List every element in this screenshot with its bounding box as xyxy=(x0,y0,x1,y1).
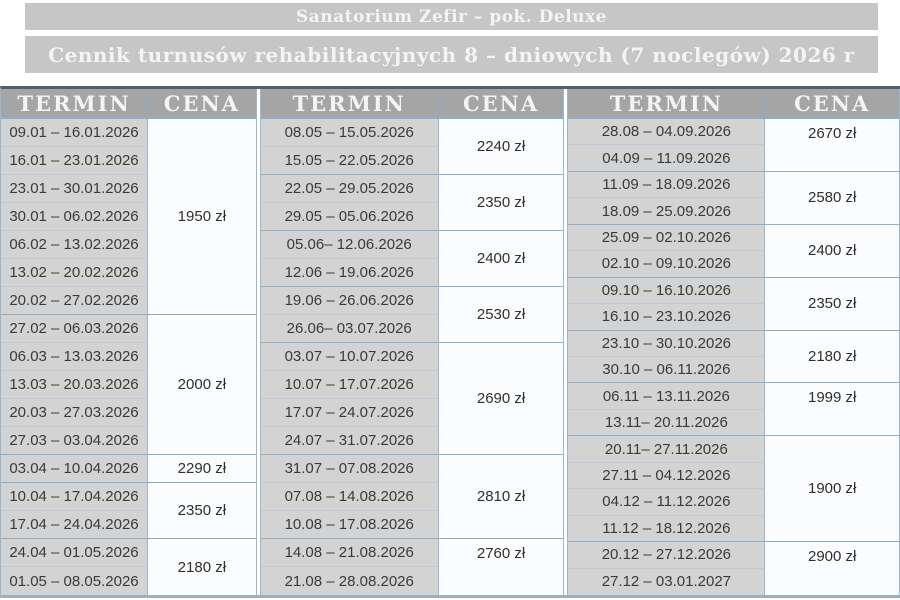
termin-cell: 09.01 – 16.01.2026 xyxy=(1,119,148,147)
termin-cell: 30.10 – 06.11.2026 xyxy=(568,357,765,383)
cena-header: CENA xyxy=(148,89,256,119)
termin-cell: 10.08 – 17.08.2026 xyxy=(261,511,439,539)
termin-cell: 10.07 – 17.07.2026 xyxy=(261,371,439,399)
price-cell: 2240 zł xyxy=(439,119,564,175)
termin-cell: 23.01 – 30.01.2026 xyxy=(1,175,148,203)
price-cell: 2000 zł xyxy=(148,315,256,455)
termin-cell: 11.12 – 18.12.2026 xyxy=(568,516,765,542)
termin-cell: 06.02 – 13.02.2026 xyxy=(1,231,148,259)
price-cell: 2400 zł xyxy=(439,231,564,287)
termin-cell: 23.10 – 30.10.2026 xyxy=(568,331,765,357)
title-area xyxy=(0,0,900,73)
price-cell: 2290 zł xyxy=(148,455,256,483)
title-pricelist: Cennik turnusów rehabilitacyjnych 8 – dniowych (7 noclegów) 2026 r xyxy=(25,36,878,73)
cena-header: CENA xyxy=(765,89,899,119)
price-cell: 2350 zł xyxy=(765,278,899,331)
termin-cell: 16.01 – 23.01.2026 xyxy=(1,147,148,175)
price-cell: 2900 zł xyxy=(765,542,899,595)
termin-cell: 03.04 – 10.04.2026 xyxy=(1,455,148,483)
price-cell: 1950 zł xyxy=(148,119,256,315)
price-cell: 2180 zł xyxy=(765,331,899,384)
termin-cell: 29.05 – 05.06.2026 xyxy=(261,203,439,231)
price-cell: 2810 zł xyxy=(439,455,564,539)
price-cell: 2760 zł xyxy=(439,539,564,595)
termin-cell: 18.09 – 25.09.2026 xyxy=(568,198,765,224)
price-cell: 2670 zł xyxy=(765,119,899,172)
termin-cell: 27.03 – 03.04.2026 xyxy=(1,427,148,455)
price-cell: 2180 zł xyxy=(148,539,256,595)
termin-cell: 14.08 – 21.08.2026 xyxy=(261,539,439,567)
termin-cell: 11.09 – 18.09.2026 xyxy=(568,172,765,198)
price-cell: 2350 zł xyxy=(439,175,564,231)
termin-cell: 04.09 – 11.09.2026 xyxy=(568,145,765,171)
cena-header: CENA xyxy=(439,89,564,119)
termin-header: TERMIN xyxy=(261,89,439,119)
termin-cell: 16.10 – 23.10.2026 xyxy=(568,304,765,330)
termin-cell: 27.11 – 04.12.2026 xyxy=(568,463,765,489)
termin-cell: 13.02 – 20.02.2026 xyxy=(1,259,148,287)
termin-cell: 09.10 – 16.10.2026 xyxy=(568,278,765,304)
price-cell: 2580 zł xyxy=(765,172,899,225)
termin-cell: 27.12 – 03.01.2027 xyxy=(568,569,765,595)
termin-cell: 13.11– 20.11.2026 xyxy=(568,410,765,436)
termin-cell: 21.08 – 28.08.2026 xyxy=(261,567,439,595)
termin-header: TERMIN xyxy=(568,89,765,119)
termin-cell: 02.10 – 09.10.2026 xyxy=(568,251,765,277)
termin-cell: 08.05 – 15.05.2026 xyxy=(261,119,439,147)
termin-cell: 20.12 – 27.12.2026 xyxy=(568,542,765,568)
termin-cell: 27.02 – 06.03.2026 xyxy=(1,315,148,343)
termin-cell: 17.07 – 24.07.2026 xyxy=(261,399,439,427)
termin-cell: 15.05 – 22.05.2026 xyxy=(261,147,439,175)
termin-header: TERMIN xyxy=(1,89,148,119)
termin-cell: 03.07 – 10.07.2026 xyxy=(261,343,439,371)
subtable-3 xyxy=(567,89,900,595)
termin-cell: 31.07 – 07.08.2026 xyxy=(261,455,439,483)
termin-cell: 06.03 – 13.03.2026 xyxy=(1,343,148,371)
termin-cell: 12.06 – 19.06.2026 xyxy=(261,259,439,287)
termin-cell: 24.04 – 01.05.2026 xyxy=(1,539,148,567)
termin-cell: 17.04 – 24.04.2026 xyxy=(1,511,148,539)
subtable-1 xyxy=(1,89,257,595)
price-cell: 1999 zł xyxy=(765,383,899,436)
termin-cell: 22.05 – 29.05.2026 xyxy=(261,175,439,203)
termin-cell: 24.07 – 31.07.2026 xyxy=(261,427,439,455)
termin-cell: 20.02 – 27.02.2026 xyxy=(1,287,148,315)
price-table xyxy=(0,86,900,598)
termin-cell: 10.04 – 17.04.2026 xyxy=(1,483,148,511)
subtable-2 xyxy=(260,89,565,595)
termin-cell: 28.08 – 04.09.2026 xyxy=(568,119,765,145)
termin-cell: 19.06 – 26.06.2026 xyxy=(261,287,439,315)
price-cell: 2530 zł xyxy=(439,287,564,343)
termin-cell: 26.06– 03.07.2026 xyxy=(261,315,439,343)
price-cell: 2690 zł xyxy=(439,343,564,455)
termin-cell: 07.08 – 14.08.2026 xyxy=(261,483,439,511)
title-room: Sanatorium Zefir – pok. Deluxe xyxy=(25,3,878,30)
termin-cell: 20.03 – 27.03.2026 xyxy=(1,399,148,427)
price-cell: 2400 zł xyxy=(765,225,899,278)
price-cell: 2350 zł xyxy=(148,483,256,539)
termin-cell: 30.01 – 06.02.2026 xyxy=(1,203,148,231)
termin-cell: 25.09 – 02.10.2026 xyxy=(568,225,765,251)
termin-cell: 05.06– 12.06.2026 xyxy=(261,231,439,259)
termin-cell: 04.12 – 11.12.2026 xyxy=(568,489,765,515)
termin-cell: 13.03 – 20.03.2026 xyxy=(1,371,148,399)
termin-cell: 06.11 – 13.11.2026 xyxy=(568,383,765,409)
price-cell: 1900 zł xyxy=(765,436,899,542)
termin-cell: 01.05 – 08.05.2026 xyxy=(1,567,148,595)
termin-cell: 20.11– 27.11.2026 xyxy=(568,436,765,462)
